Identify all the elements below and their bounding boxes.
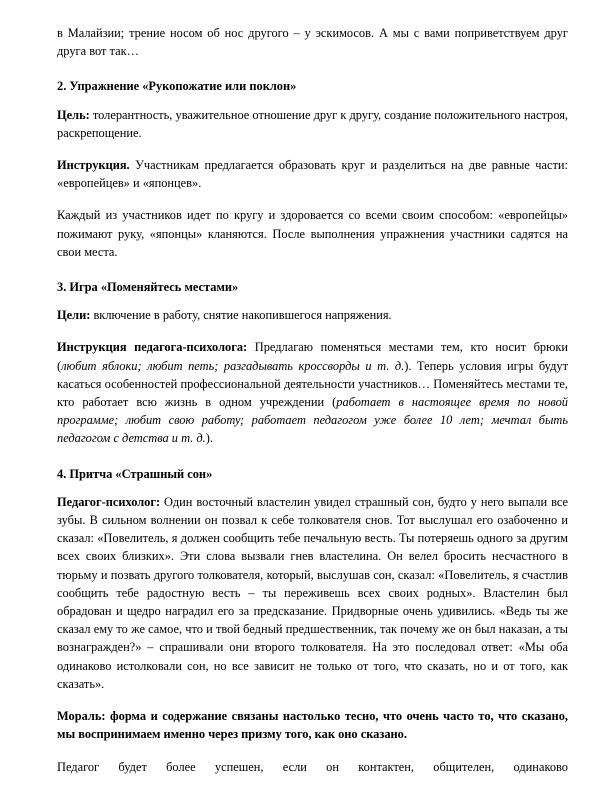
closing-paragraph: Педагог будет более успешен, если он контактен, общителен, одинаково	[57, 759, 568, 774]
speaker-label: Педагог-психолог:	[57, 494, 161, 509]
section-2-paragraph: Каждый из участников идет по кругу и здоровается со всеми своим способом: «европейцы» пожимают руку, «японцы» кланяются. После выполнения упражнения участники садятся на свои места.	[57, 208, 568, 259]
section-3-instruction: Инструкция педагога-психолога: Предлагаю поменяться местами тем, кто носит брюки (любит яблоки; любит петь; разгадывать кроссворды и т. д.). Теперь условия игры будут касаться особенностей профессиональной деятельности участников… Поменяйтесь местами те, кто работает всю жизнь в одном учреждении (работает в настоящее время по новой программе; любит свою работу; работает педагогом уже более 10 лет; мечтал быть педагогом с детства и т. д.).	[57, 340, 569, 446]
instruction-label: Инструкция.	[57, 158, 130, 173]
parable-text: Педагог-психолог: Один восточный властелин увидел страшный сон, будто у него выпали все зубы. В сильном волнении он позвал к себе толкователя снов. Тот выслушал его озабоченно и сказал: «Повелитель, я должен сообщить тебе печальную весть. Ты потеряешь одного за другим всех своих близких». Эти слова вызвали гнев властелина. Он велел бросить несчастного в тюрьму и позвать другого толкователя, который, выслушав сон, сказал: «Повелитель, я счастлив сообщить тебе радостную весть – ты переживешь всех своих родных». Властелин был обрадован и щедро наградил его за предсказание. Придворные очень удивились. «Ведь ты же сказал ему то же самое, что и твой бедный предшественник, так почему же он был наказан, а ты вознагражден?» – спрашивали они второго толкователя. На это последовал ответ: «Мы оба одинаково истолковали сон, но все зависит не только от того, что сказать, но и от того, как сказать».	[57, 494, 568, 691]
section-2-instruction: Инструкция. Участникам предлагается образовать круг и разделиться на две равные части: «европейцев» и «японцев».	[57, 158, 568, 191]
intro-paragraph: в Малайзии; трение носом об нос другого – у эскимосов. А мы с вами поприветствуем друг друга вот так…	[57, 26, 568, 59]
moral-paragraph: Мораль: форма и содержание связаны настолько тесно, что очень часто то, что сказано, мы воспринимаем именно через призму того, как оно сказано.	[57, 709, 568, 742]
section-4-title: 4. Притча «Страшный сон»	[57, 466, 213, 481]
section-3-title: 3. Игра «Поменяйтесь местами»	[57, 280, 239, 295]
section-2-goal: Цель: толерантность, уважительное отношение друг к другу, создание положительного настроя, раскрепощение.	[57, 107, 568, 140]
goals-label: Цели:	[57, 308, 91, 323]
section-2-title: 2. Упражнение «Рукопожатие или поклон»	[57, 79, 297, 94]
goal-label: Цель:	[57, 107, 90, 122]
instruction-label: Инструкция педагога-психолога:	[57, 340, 248, 355]
section-3-goal: Цели: включение в работу, снятие накопившегося напряжения.	[57, 308, 392, 323]
